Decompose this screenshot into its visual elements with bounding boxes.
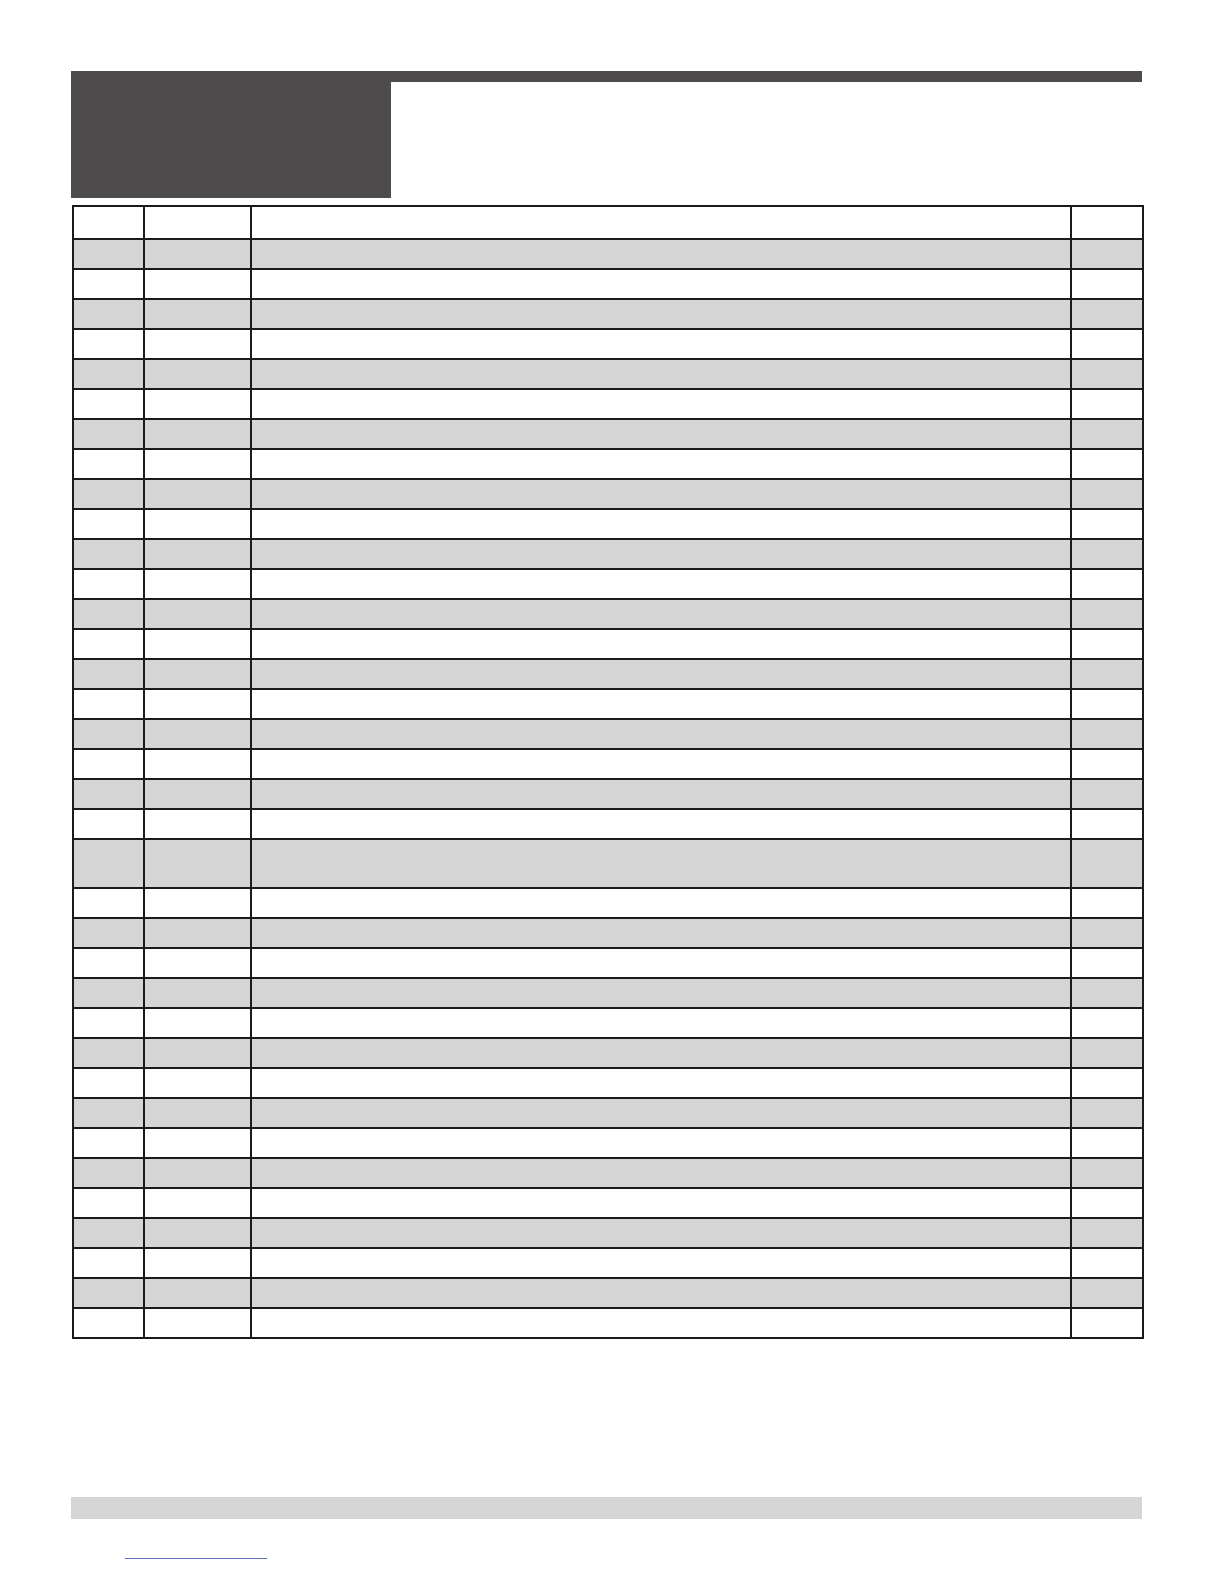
table-cell: [1071, 1038, 1143, 1068]
table-cell: [251, 1278, 1071, 1308]
table-cell: [144, 659, 251, 689]
table-cell: [73, 479, 144, 509]
table-cell: [1071, 449, 1143, 479]
table-cell: [144, 1248, 251, 1278]
table-cell: [251, 479, 1071, 509]
table-cell: [1071, 1008, 1143, 1038]
table-cell: [1071, 269, 1143, 299]
table-row: [73, 449, 1143, 479]
table-cell: [251, 1128, 1071, 1158]
table-cell: [251, 239, 1071, 269]
table-cell: [144, 1218, 251, 1248]
table-row: [73, 978, 1143, 1008]
table-cell: [1071, 389, 1143, 419]
table-cell: [251, 839, 1071, 888]
table-cell: [144, 888, 251, 918]
table-cell: [1071, 779, 1143, 809]
table-body: [73, 239, 1143, 1338]
table-row: [73, 269, 1143, 299]
table-row: [73, 948, 1143, 978]
table-cell: [144, 1188, 251, 1218]
table-cell: [251, 599, 1071, 629]
table-cell: [144, 569, 251, 599]
table-cell: [73, 1248, 144, 1278]
table-cell: [251, 1158, 1071, 1188]
table-cell: [73, 888, 144, 918]
footer-link[interactable]: [125, 1558, 267, 1559]
table-cell: [1071, 918, 1143, 948]
table-cell: [144, 629, 251, 659]
table-cell: [144, 839, 251, 888]
table-row: [73, 689, 1143, 719]
table-row: [73, 1098, 1143, 1128]
header-title-block: [71, 71, 391, 198]
table-cell: [1071, 299, 1143, 329]
table-cell: [73, 539, 144, 569]
table-cell: [251, 948, 1071, 978]
table-cell: [1071, 1218, 1143, 1248]
table-cell: [144, 599, 251, 629]
table-cell: [144, 1158, 251, 1188]
table-row: [73, 359, 1143, 389]
table-cell: [73, 749, 144, 779]
table-row: [73, 1218, 1143, 1248]
table-row: [73, 1188, 1143, 1218]
table-cell: [1071, 539, 1143, 569]
table-cell: [73, 1158, 144, 1188]
table-cell: [251, 389, 1071, 419]
table-cell: [144, 509, 251, 539]
table-cell: [251, 1308, 1071, 1338]
table-cell: [73, 1308, 144, 1338]
table-cell: [251, 719, 1071, 749]
table-cell: [1071, 749, 1143, 779]
table-cell: [73, 239, 144, 269]
table-cell: [1071, 809, 1143, 839]
table-row: [73, 918, 1143, 948]
table-cell: [1071, 1308, 1143, 1338]
table-cell: [73, 629, 144, 659]
table-cell: [1071, 359, 1143, 389]
table-cell: [73, 948, 144, 978]
table-cell: [251, 539, 1071, 569]
table-row: [73, 299, 1143, 329]
table-cell: [144, 809, 251, 839]
table-row: [73, 719, 1143, 749]
table-cell: [251, 888, 1071, 918]
table-cell: [144, 1128, 251, 1158]
table-cell: [251, 419, 1071, 449]
table-cell: [1071, 839, 1143, 888]
table-row: [73, 629, 1143, 659]
table-cell: [144, 779, 251, 809]
table-cell: [1071, 948, 1143, 978]
table-cell: [73, 1188, 144, 1218]
table-row: [73, 1008, 1143, 1038]
table-cell: [251, 1008, 1071, 1038]
table-cell: [1071, 1098, 1143, 1128]
table-cell: [73, 299, 144, 329]
table-cell: [1071, 419, 1143, 449]
table-cell: [1071, 1068, 1143, 1098]
table-cell: [144, 1278, 251, 1308]
table-cell: [73, 918, 144, 948]
column-header: [73, 206, 144, 239]
table-cell: [73, 1098, 144, 1128]
table-row: [73, 749, 1143, 779]
table-row: [73, 1158, 1143, 1188]
table-cell: [1071, 599, 1143, 629]
table-cell: [251, 359, 1071, 389]
table-cell: [144, 389, 251, 419]
table-cell: [144, 329, 251, 359]
table-cell: [73, 719, 144, 749]
table-cell: [144, 1068, 251, 1098]
table-cell: [144, 419, 251, 449]
table-cell: [251, 1218, 1071, 1248]
table-cell: [251, 978, 1071, 1008]
table-cell: [251, 749, 1071, 779]
table-cell: [251, 809, 1071, 839]
table-cell: [144, 1008, 251, 1038]
table-cell: [144, 689, 251, 719]
table-cell: [73, 839, 144, 888]
table-cell: [144, 918, 251, 948]
table-cell: [144, 1098, 251, 1128]
table-row: [73, 599, 1143, 629]
table-cell: [1071, 719, 1143, 749]
table-cell: [144, 269, 251, 299]
table-cell: [144, 239, 251, 269]
table-row: [73, 509, 1143, 539]
table-cell: [144, 449, 251, 479]
table-cell: [251, 1248, 1071, 1278]
table-cell: [73, 809, 144, 839]
table-cell: [1071, 1278, 1143, 1308]
table-row: [73, 479, 1143, 509]
table-cell: [144, 299, 251, 329]
table-cell: [144, 1038, 251, 1068]
table-row: [73, 239, 1143, 269]
table-cell: [73, 389, 144, 419]
column-header: [144, 206, 251, 239]
table-cell: [73, 978, 144, 1008]
table-row: [73, 888, 1143, 918]
table-row: [73, 779, 1143, 809]
table-cell: [1071, 509, 1143, 539]
table-cell: [73, 419, 144, 449]
table-cell: [73, 569, 144, 599]
parts-table: [72, 205, 1144, 1339]
table-row: [73, 539, 1143, 569]
table-cell: [251, 659, 1071, 689]
table-cell: [251, 569, 1071, 599]
table-row: [73, 1248, 1143, 1278]
table-cell: [251, 509, 1071, 539]
table-cell: [1071, 1188, 1143, 1218]
table-header-row: [73, 206, 1143, 239]
table-cell: [1071, 329, 1143, 359]
table-cell: [251, 1188, 1071, 1218]
table-cell: [73, 659, 144, 689]
table-cell: [73, 329, 144, 359]
table-cell: [1071, 659, 1143, 689]
column-header: [1071, 206, 1143, 239]
table-cell: [1071, 1128, 1143, 1158]
table-cell: [144, 1308, 251, 1338]
table-cell: [73, 779, 144, 809]
table-cell: [1071, 569, 1143, 599]
table-cell: [1071, 1158, 1143, 1188]
table-row: [73, 659, 1143, 689]
table-cell: [144, 359, 251, 389]
table-cell: [144, 479, 251, 509]
table-cell: [73, 1008, 144, 1038]
table-cell: [73, 509, 144, 539]
table-cell: [251, 629, 1071, 659]
table-cell: [144, 719, 251, 749]
table-row: [73, 569, 1143, 599]
table-cell: [251, 1098, 1071, 1128]
table-cell: [73, 1128, 144, 1158]
table-cell: [73, 1068, 144, 1098]
table-cell: [251, 329, 1071, 359]
table-cell: [144, 978, 251, 1008]
table-cell: [1071, 888, 1143, 918]
table-cell: [251, 918, 1071, 948]
table-cell: [73, 1278, 144, 1308]
table-row: [73, 809, 1143, 839]
table-row: [73, 1038, 1143, 1068]
table-cell: [144, 948, 251, 978]
table-row: [73, 1128, 1143, 1158]
table-cell: [251, 689, 1071, 719]
table-cell: [251, 1068, 1071, 1098]
table-cell: [1071, 1248, 1143, 1278]
table-cell: [1071, 978, 1143, 1008]
table-row: [73, 1068, 1143, 1098]
table-cell: [73, 1218, 144, 1248]
table-cell: [73, 269, 144, 299]
table-row: [73, 329, 1143, 359]
table-row: [73, 389, 1143, 419]
footer-bar: [71, 1497, 1142, 1519]
table-cell: [73, 599, 144, 629]
table-cell: [251, 1038, 1071, 1068]
table-row: [73, 419, 1143, 449]
table-cell: [73, 449, 144, 479]
table-cell: [251, 299, 1071, 329]
table-cell: [1071, 479, 1143, 509]
table-cell: [73, 689, 144, 719]
table-cell: [1071, 239, 1143, 269]
table-cell: [73, 1038, 144, 1068]
table-cell: [144, 749, 251, 779]
table-cell: [251, 449, 1071, 479]
table-row: [73, 839, 1143, 888]
table-cell: [1071, 629, 1143, 659]
table-cell: [1071, 689, 1143, 719]
column-header: [251, 206, 1071, 239]
table-cell: [144, 539, 251, 569]
table-cell: [251, 269, 1071, 299]
table-row: [73, 1278, 1143, 1308]
table-cell: [73, 359, 144, 389]
table-cell: [251, 779, 1071, 809]
table-row: [73, 1308, 1143, 1338]
